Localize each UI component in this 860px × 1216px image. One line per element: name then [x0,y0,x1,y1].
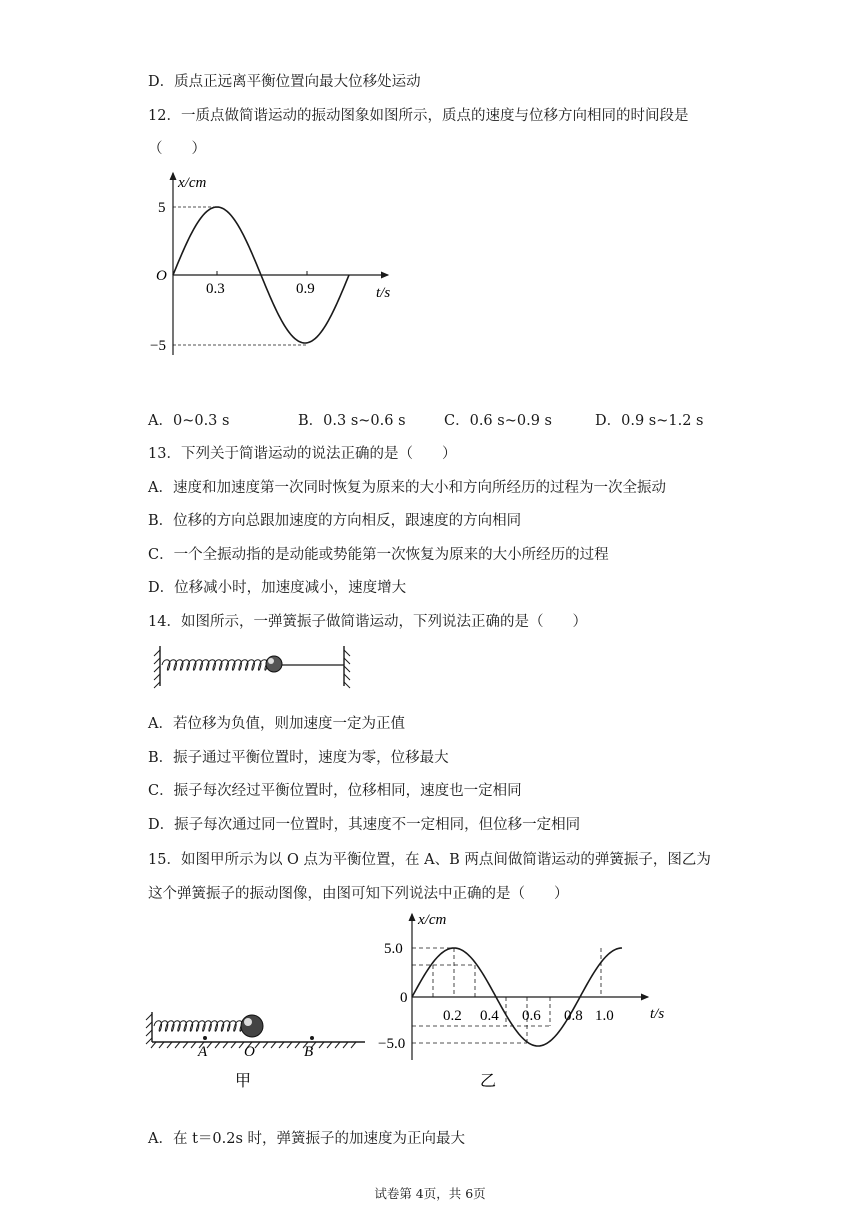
q15-y-max-label: 5.0 [384,941,403,957]
q14-spring-figure [150,642,360,690]
q15-figure-jia [140,1010,380,1095]
q12-y-label: x/cm [178,175,207,191]
q15-wall-hatch [146,1014,152,1044]
q15-caption-yi: 乙 [480,1073,497,1090]
q15-point-a-marker [203,1036,207,1040]
q14-option-b[interactable]: B．振子通过平衡位置时，速度为零，位移最大 [148,750,449,766]
q13-stem: 13．下列关于简谐运动的说法正确的是（ ） [148,446,457,462]
q12-origin-label: O [156,268,167,284]
q15-x-tick-label-1: 0.2 [443,1008,462,1024]
q12-option-c[interactable]: C．0.6 s~0.9 s [444,413,552,429]
q15-x-tick-label-3: 0.6 [522,1008,541,1024]
q12-y-max-label: 5 [158,200,166,216]
q15-point-b-label: B [304,1044,314,1060]
q15-chart [370,908,680,1093]
q12-x-tick-label-1: 0.3 [206,281,225,297]
q12-option-d[interactable]: D．0.9 s~1.2 s [595,413,704,429]
q15-x-label: t/s [650,1006,665,1022]
q13-option-b[interactable]: B．位移的方向总跟加速度的方向相反，跟速度的方向相同 [148,513,522,529]
q13-option-c[interactable]: C．一个全振动指的是动能或势能第一次恢复为原来的大小所经历的过程 [148,547,609,563]
q15-option-a[interactable]: A．在 t＝0.2s 时，弹簧振子的加速度为正向最大 [148,1131,466,1147]
q15-x-tick-label-5: 1.0 [595,1008,614,1024]
q14-option-d[interactable]: D．振子每次通过同一位置时，其速度不一定相同，但位移一定相同 [148,817,581,833]
q15-point-o-label: O [244,1044,255,1060]
q15-origin-label: 0 [400,990,408,1006]
q15-guides [412,948,601,1043]
q15-stem-line-2: 这个弹簧振子的振动图像，由图可知下列说法中正确的是（ ） [148,886,569,902]
q15-y-label: x/cm [418,912,447,928]
q15-stem-line-1: 15．如图甲所示为以 O 点为平衡位置，在 A、B 两点间做简谐运动的弹簧振子，图乙为 [148,852,711,868]
q12-x-tick-label-2: 0.9 [296,281,315,297]
q15-point-b-marker [310,1036,314,1040]
q12-stem: 12．一质点做简谐运动的振动图象如图所示，质点的速度与位移方向相同的时间段是 [148,108,689,124]
q13-option-a[interactable]: A．速度和加速度第一次同时恢复为原来的大小和方向所经历的过程为一次全振动 [148,480,666,496]
q15-ball [241,1015,263,1037]
q15-caption-jia: 甲 [235,1073,252,1090]
q12-answer-paren: （ ） [148,141,206,157]
q14-left-wall-hatch [154,650,160,688]
q14-right-wall-hatch [344,650,350,688]
q12-option-b[interactable]: B．0.3 s~0.6 s [298,413,406,429]
q15-x-tick-label-2: 0.4 [480,1008,499,1024]
q14-stem: 14．如图所示，一弹簧振子做简谐运动，下列说法正确的是（ ） [148,614,587,630]
q14-ball-highlight [268,658,274,664]
q15-ball-highlight [244,1018,252,1026]
q12-chart [140,165,400,365]
q15-x-tick-label-4: 0.8 [564,1008,583,1024]
q12-y-min-label: −5 [150,338,166,354]
q12-x-label: t/s [376,285,391,301]
q14-option-c[interactable]: C．振子每次经过平衡位置时，位移相同，速度也一定相同 [148,783,522,799]
q15-spring [154,1021,242,1032]
q12-option-a[interactable]: A．0~0.3 s [148,413,230,429]
q15-y-min-label: −5.0 [378,1036,406,1052]
q13-option-d[interactable]: D．位移减小时，加速度减小，速度增大 [148,580,407,596]
q14-option-a[interactable]: A．若位移为负值，则加速度一定为正值 [148,716,405,732]
q15-point-a-label: A [198,1044,208,1060]
q14-spring [162,660,267,671]
q14-ball [266,656,282,672]
q11-option-d: D．质点正远离平衡位置向最大位移处运动 [148,74,421,90]
page-footer: 试卷第 4页，共 6页 [374,1186,486,1201]
